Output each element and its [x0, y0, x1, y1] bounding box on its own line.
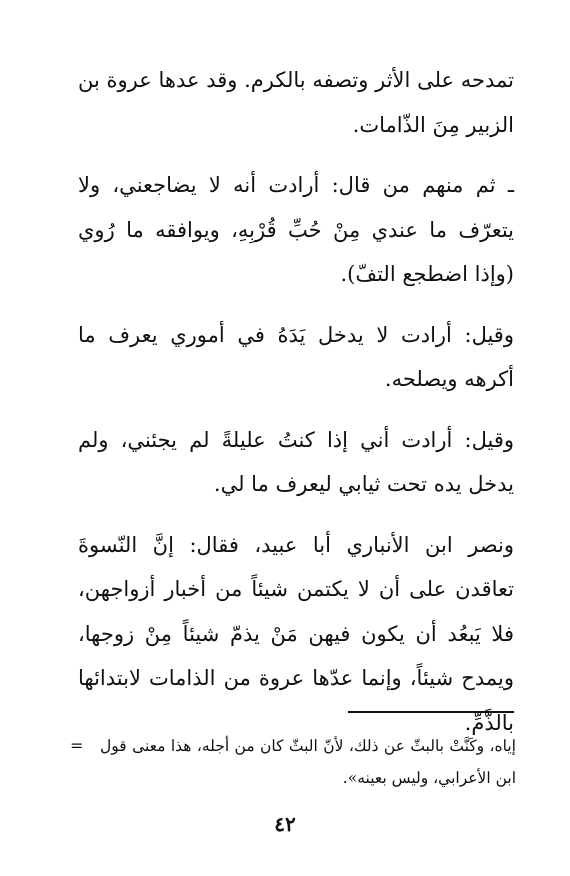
footnote-marker: = — [70, 736, 84, 755]
footnote — [70, 730, 516, 794]
paragraph-2: ـ ثم منهم من قال: أرادت أنه لا يضاجعني، ولا يتعرّف ما عندي مِنْ حُبِّ قُرْبِهِ، ويوافقه ما رُوي (وإذا اضطجع التفّ). — [78, 173, 514, 286]
paragraph-1: تمدحه على الأثر وتصفه بالكرم. وقد عدها عروة بن الزبير مِنَ الذّامات. — [78, 68, 514, 137]
paragraph-3: وقيل: أرادت لا يدخل يَدَهُ في أموري يعرف ما أكرهه ويصلحه. — [78, 322, 514, 391]
footnote-text: إياه، وكَنَّتْ بالبثّ عن ذلك، لأنّ البثّ كان من أجله، هذا معنى قول ابن الأعرابي، وليس بعينه». — [100, 737, 516, 787]
paragraph-5: ونصر ابن الأنباري أبا عبيد، فقال: إنَّ النّسوةَ تعاقدن على أن لا يكتمن شيئاً من أخبار أزواجهن، فلا يَبعُد أن يكون فيهن مَنْ يذمّ شيئاً مِنْ زوجها، ويمدح شيئاً، وإنما عدّها عروة من الذامات لابتدائها بالذَّمِّ. — [78, 532, 514, 735]
main-text — [78, 58, 514, 761]
footnote-divider — [348, 711, 514, 713]
paragraph-4: وقيل: أرادت أني إذا كنتُ عليلةً لم يجئني، ولم يدخل يده تحت ثيابي ليعرف ما لي. — [78, 427, 514, 496]
page-number: ٤٢ — [274, 812, 296, 836]
